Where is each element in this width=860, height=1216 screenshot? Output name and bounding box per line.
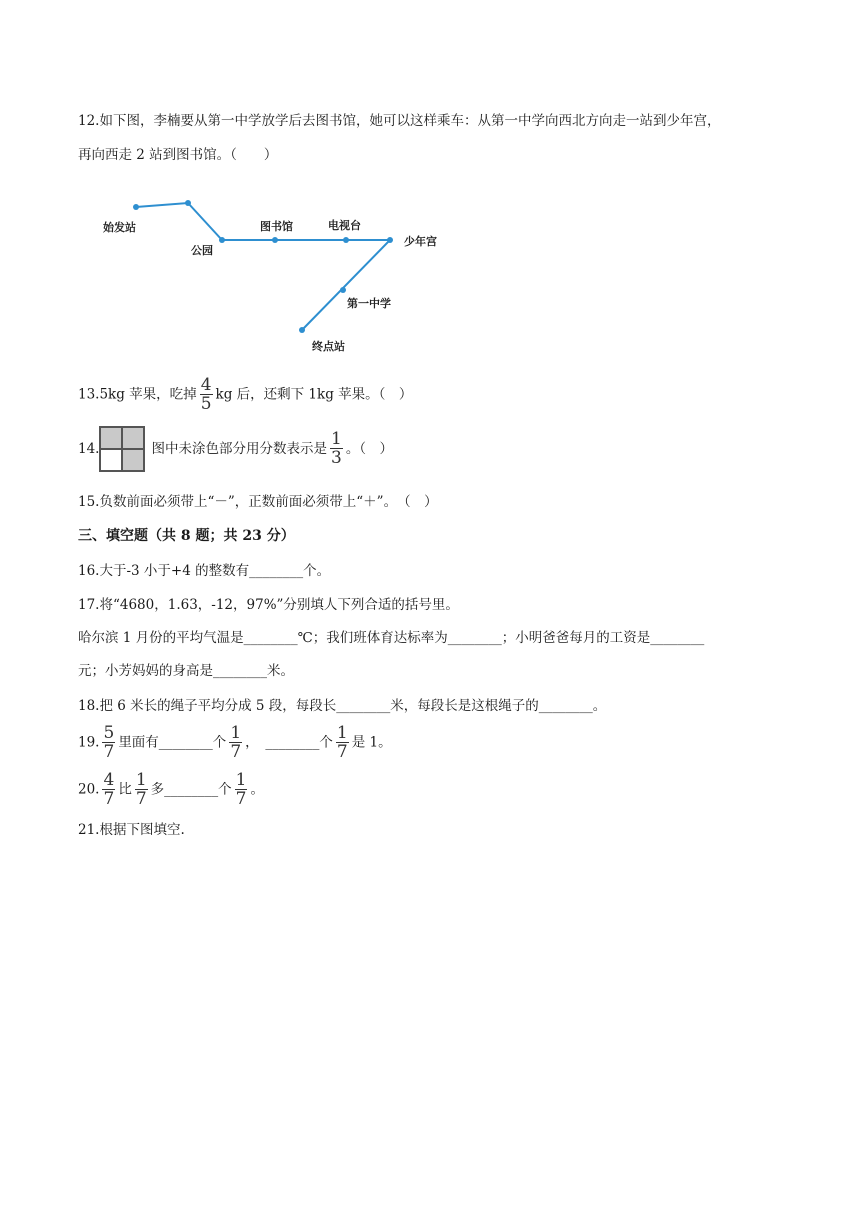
stop-dot-start xyxy=(133,204,139,210)
fraction-1-7: $\frac{1}{7}$ xyxy=(135,770,147,809)
fraction-1-7: $\frac{1}{7}$ xyxy=(235,770,247,809)
fraction-1-7: $\frac{1}{7}$ xyxy=(230,723,242,762)
q12-line2: 再向西走 2 站到图书馆。（ ） xyxy=(78,147,278,163)
q16: 16.大于-3 小于+4 的整数有________个。 xyxy=(78,563,331,579)
fraction-1-7: $\frac{1}{7}$ xyxy=(336,723,348,762)
fraction-1-3: $\frac{1}{3}$ xyxy=(330,429,342,468)
stop-label-tv: 电视台 xyxy=(328,219,361,232)
stop-dot-tv xyxy=(343,237,349,243)
section-heading: 三、填空题（共 8 题；共 23 分） xyxy=(78,528,295,544)
shaded-square-figure xyxy=(99,426,145,472)
stop-dot-youth-palace xyxy=(387,237,393,243)
stop-dot-end xyxy=(299,327,305,333)
q17-line3: 元；小芳妈妈的身高是________米。 xyxy=(78,663,294,679)
stop-label-park: 公园 xyxy=(191,244,213,257)
stop-label-start: 始发站 xyxy=(103,221,136,234)
q15: 15.负数前面必须带上“－”，正数前面必须带上“＋”。 （ ） xyxy=(78,494,438,510)
stop-dot-park xyxy=(219,237,225,243)
q20: 20. $\frac{4}{7}$ 比 $\frac{1}{7}$ 多________个 $\frac{1}{7}$ 。 xyxy=(78,770,264,809)
q17-line1: 17.将“4680，1.63，-12，97%”分别填人下列合适的括号里。 xyxy=(78,597,459,613)
q18: 18.把 6 米长的绳子平均分成 5 段，每段长________米，每段长是这根绳子的________。 xyxy=(78,698,607,714)
stop-label-library: 图书馆 xyxy=(260,220,293,233)
fraction-4-5: $\frac{4}{5}$ xyxy=(200,375,212,414)
q13: 13.5kg 苹果，吃掉 $\frac{4}{5}$ kg 后，还剩下 1kg 苹果。（ ） xyxy=(78,375,413,414)
stop-label-youth-palace: 少年宫 xyxy=(404,235,437,248)
stop-dot-bend xyxy=(185,200,191,206)
stop-dot-school xyxy=(340,287,346,293)
q19: 19. $\frac{5}{7}$ 里面有________个 $\frac{1}{7}$ ， ________个 $\frac{1}{7}$ 是 1。 xyxy=(78,723,392,762)
q21: 21.根据下图填空. xyxy=(78,822,185,838)
fraction-5-7: $\frac{5}{7}$ xyxy=(103,723,115,762)
bus-route-map xyxy=(0,0,860,360)
stop-dot-library xyxy=(272,237,278,243)
q17-line2: 哈尔滨 1 月份的平均气温是________℃；我们班体育达标率为________；小明爸爸每月的工资是________ xyxy=(78,630,705,646)
q14: 14. 图中未涂色部分用分数表示是 $\frac{1}{3}$ 。（ ） xyxy=(78,426,393,472)
fraction-4-7: $\frac{4}{7}$ xyxy=(103,770,115,809)
stop-label-end: 终点站 xyxy=(312,340,345,353)
q12-line1: 12.如下图，李楠要从第一中学放学后去图书馆，她可以这样乘车：从第一中学向西北方向走一站到少年宫， xyxy=(78,113,721,129)
stop-label-school: 第一中学 xyxy=(347,297,391,310)
